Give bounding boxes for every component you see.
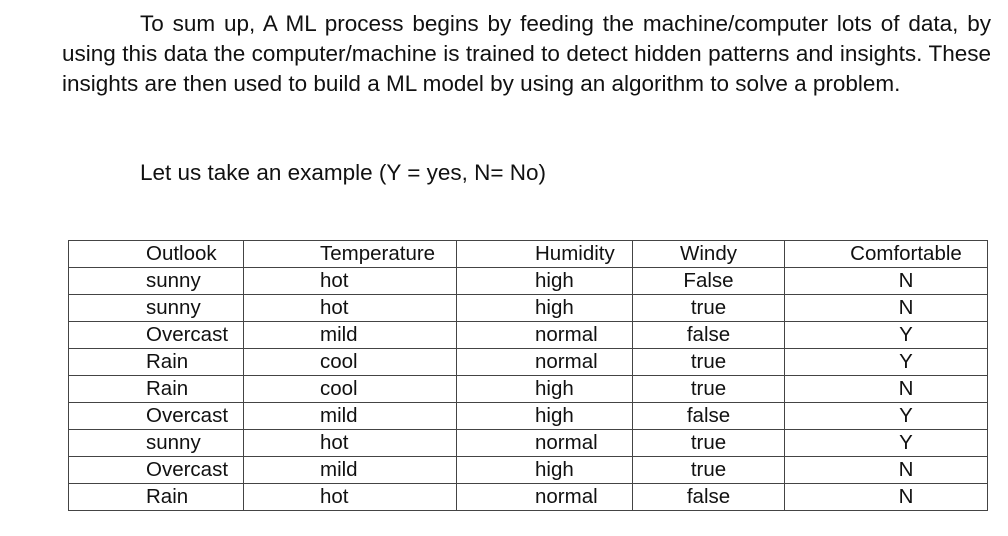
cell-windy: true — [633, 376, 785, 403]
cell-outlook: Overcast — [69, 457, 244, 484]
cell-outlook: sunny — [69, 430, 244, 457]
column-header-humidity: Humidity — [457, 241, 633, 268]
cell-outlook: Rain — [69, 349, 244, 376]
cell-windy: false — [633, 322, 785, 349]
cell-comfortable: N — [785, 268, 988, 295]
cell-temperature: cool — [244, 349, 457, 376]
cell-humidity: high — [457, 376, 633, 403]
table-row — [69, 268, 988, 295]
cell-windy: false — [633, 484, 785, 511]
cell-windy: true — [633, 430, 785, 457]
cell-windy: true — [633, 457, 785, 484]
cell-comfortable: Y — [785, 403, 988, 430]
cell-temperature: hot — [244, 484, 457, 511]
cell-comfortable: Y — [785, 322, 988, 349]
cell-temperature: cool — [244, 376, 457, 403]
table-row — [69, 322, 988, 349]
table-row — [69, 484, 988, 511]
column-header-temperature: Temperature — [244, 241, 457, 268]
cell-temperature: hot — [244, 430, 457, 457]
cell-humidity: normal — [457, 484, 633, 511]
table-header-row — [69, 241, 988, 268]
cell-temperature: mild — [244, 457, 457, 484]
cell-comfortable: Y — [785, 430, 988, 457]
table-row — [69, 457, 988, 484]
cell-temperature: hot — [244, 295, 457, 322]
cell-humidity: normal — [457, 349, 633, 376]
cell-windy: false — [633, 403, 785, 430]
cell-windy: False — [633, 268, 785, 295]
cell-temperature: mild — [244, 322, 457, 349]
table-row — [69, 349, 988, 376]
cell-humidity: high — [457, 457, 633, 484]
example-intro: Let us take an example (Y = yes, N= No) — [140, 160, 547, 185]
table-row — [69, 430, 988, 457]
cell-windy: true — [633, 295, 785, 322]
cell-outlook: Overcast — [69, 322, 244, 349]
cell-comfortable: N — [785, 295, 988, 322]
cell-outlook: Rain — [69, 484, 244, 511]
cell-comfortable: N — [785, 376, 988, 403]
cell-humidity: high — [457, 403, 633, 430]
cell-outlook: sunny — [69, 268, 244, 295]
cell-temperature: mild — [244, 403, 457, 430]
cell-outlook: Rain — [69, 376, 244, 403]
summary-paragraph: To sum up, A ML process begins by feeding the machine/computer lots of data, by using this data the computer/machine is trained to detect hidden patterns and insights. These insights are then used to build a ML model by using an algorithm to solve a problem. — [62, 11, 991, 96]
table-row — [69, 376, 988, 403]
cell-windy: true — [633, 349, 785, 376]
cell-humidity: normal — [457, 322, 633, 349]
table-row — [69, 295, 988, 322]
column-header-comfortable: Comfortable — [785, 241, 988, 268]
column-header-outlook: Outlook — [69, 241, 244, 268]
cell-comfortable: N — [785, 457, 988, 484]
cell-outlook: sunny — [69, 295, 244, 322]
cell-temperature: hot — [244, 268, 457, 295]
cell-humidity: high — [457, 295, 633, 322]
cell-humidity: normal — [457, 430, 633, 457]
cell-humidity: high — [457, 268, 633, 295]
table-row — [69, 403, 988, 430]
cell-comfortable: N — [785, 484, 988, 511]
cell-comfortable: Y — [785, 349, 988, 376]
cell-outlook: Overcast — [69, 403, 244, 430]
column-header-windy: Windy — [633, 241, 785, 268]
weather-table — [68, 240, 988, 511]
